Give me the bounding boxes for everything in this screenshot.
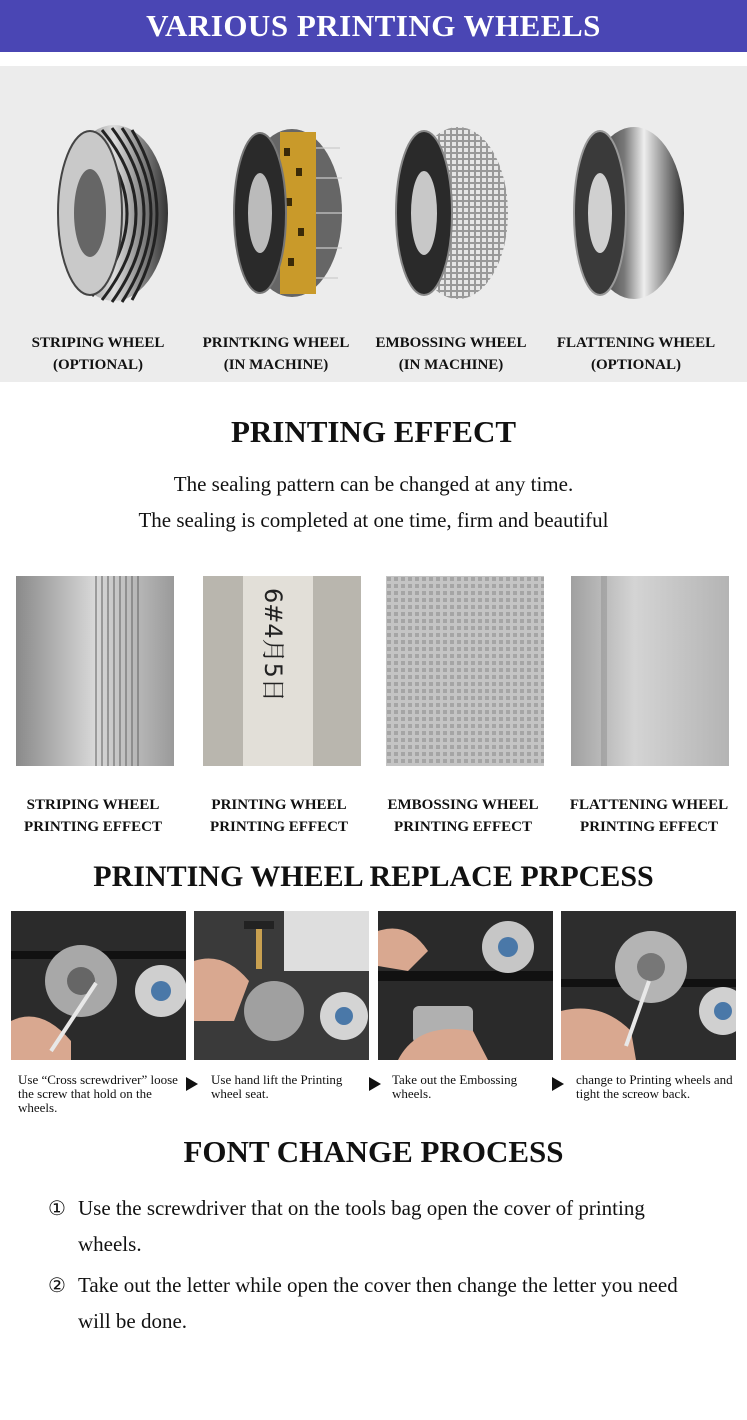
printing-wheel-image	[228, 118, 348, 308]
printing-effect-title: PRINTING EFFECT	[230, 414, 517, 449]
effect-description-line: The sealing is completed at one time, firm and beautiful	[138, 508, 609, 532]
top-banner	[0, 0, 747, 52]
step-text-1: Use “Cross screwdriver” loose the screw that hold on the wheels.	[18, 1072, 178, 1115]
step-text-4: change to Printing wheels and tight the screow back.	[576, 1072, 733, 1101]
embossing-wheel-image	[392, 118, 512, 308]
banner-title: VARIOUS PRINTING WHEELS	[146, 8, 601, 43]
printing-effect-image	[203, 576, 361, 766]
effect-caption: PRINTING WHEEL PRINTING EFFECT	[210, 797, 348, 835]
step-photo-4	[561, 911, 736, 1060]
step-photo-2	[194, 911, 369, 1060]
step-arrow-icon	[552, 1077, 564, 1091]
font-change-title: FONT CHANGE PROCESS	[183, 1134, 564, 1169]
striping-effect-image	[16, 576, 174, 766]
flattening-effect-image	[571, 576, 729, 766]
step-arrow-icon	[186, 1077, 198, 1091]
effect-caption: EMBOSSING WHEEL PRINTING EFFECT	[387, 797, 539, 835]
striping-wheel-image	[52, 118, 172, 308]
wheels-panel	[0, 66, 747, 382]
replace-process-title: PRINTING WHEEL REPLACE PRPCESS	[93, 860, 654, 893]
wheel-caption: EMBOSSING WHEEL (IN MACHINE)	[375, 335, 527, 373]
step-arrow-icon	[369, 1077, 381, 1091]
font-change-step	[48, 1190, 708, 1262]
font-change-step	[48, 1267, 708, 1339]
printed-date-sample: 6#4月5日	[259, 588, 287, 702]
effect-description-line: The sealing pattern can be changed at any time.	[173, 472, 574, 496]
effect-caption: STRIPING WHEEL PRINTING EFFECT	[24, 797, 162, 835]
wheel-caption: FLATTENING WHEEL (OPTIONAL)	[556, 335, 716, 373]
step-text-2: Use hand lift the Printing wheel seat.	[211, 1072, 343, 1101]
effect-caption: FLATTENING WHEEL PRINTING EFFECT	[569, 797, 729, 835]
step-text: Use the screwdriver that on the tools bag open the cover of printing wheels.	[78, 1196, 645, 1256]
wheel-caption: PRINTKING WHEEL (IN MACHINE)	[202, 335, 350, 373]
flattening-wheel-image	[570, 118, 690, 308]
embossing-effect-image	[386, 576, 544, 766]
step-photo-1	[11, 911, 186, 1060]
step-photo-3	[378, 911, 553, 1060]
step-text-3: Take out the Embossing wheels.	[392, 1072, 518, 1101]
wheel-caption: STRIPING WHEEL (OPTIONAL)	[31, 335, 165, 373]
step-number: ②	[48, 1273, 66, 1297]
step-text: Take out the letter while open the cover then change the letter you need will be done.	[78, 1273, 678, 1333]
step-number: ①	[48, 1196, 66, 1220]
